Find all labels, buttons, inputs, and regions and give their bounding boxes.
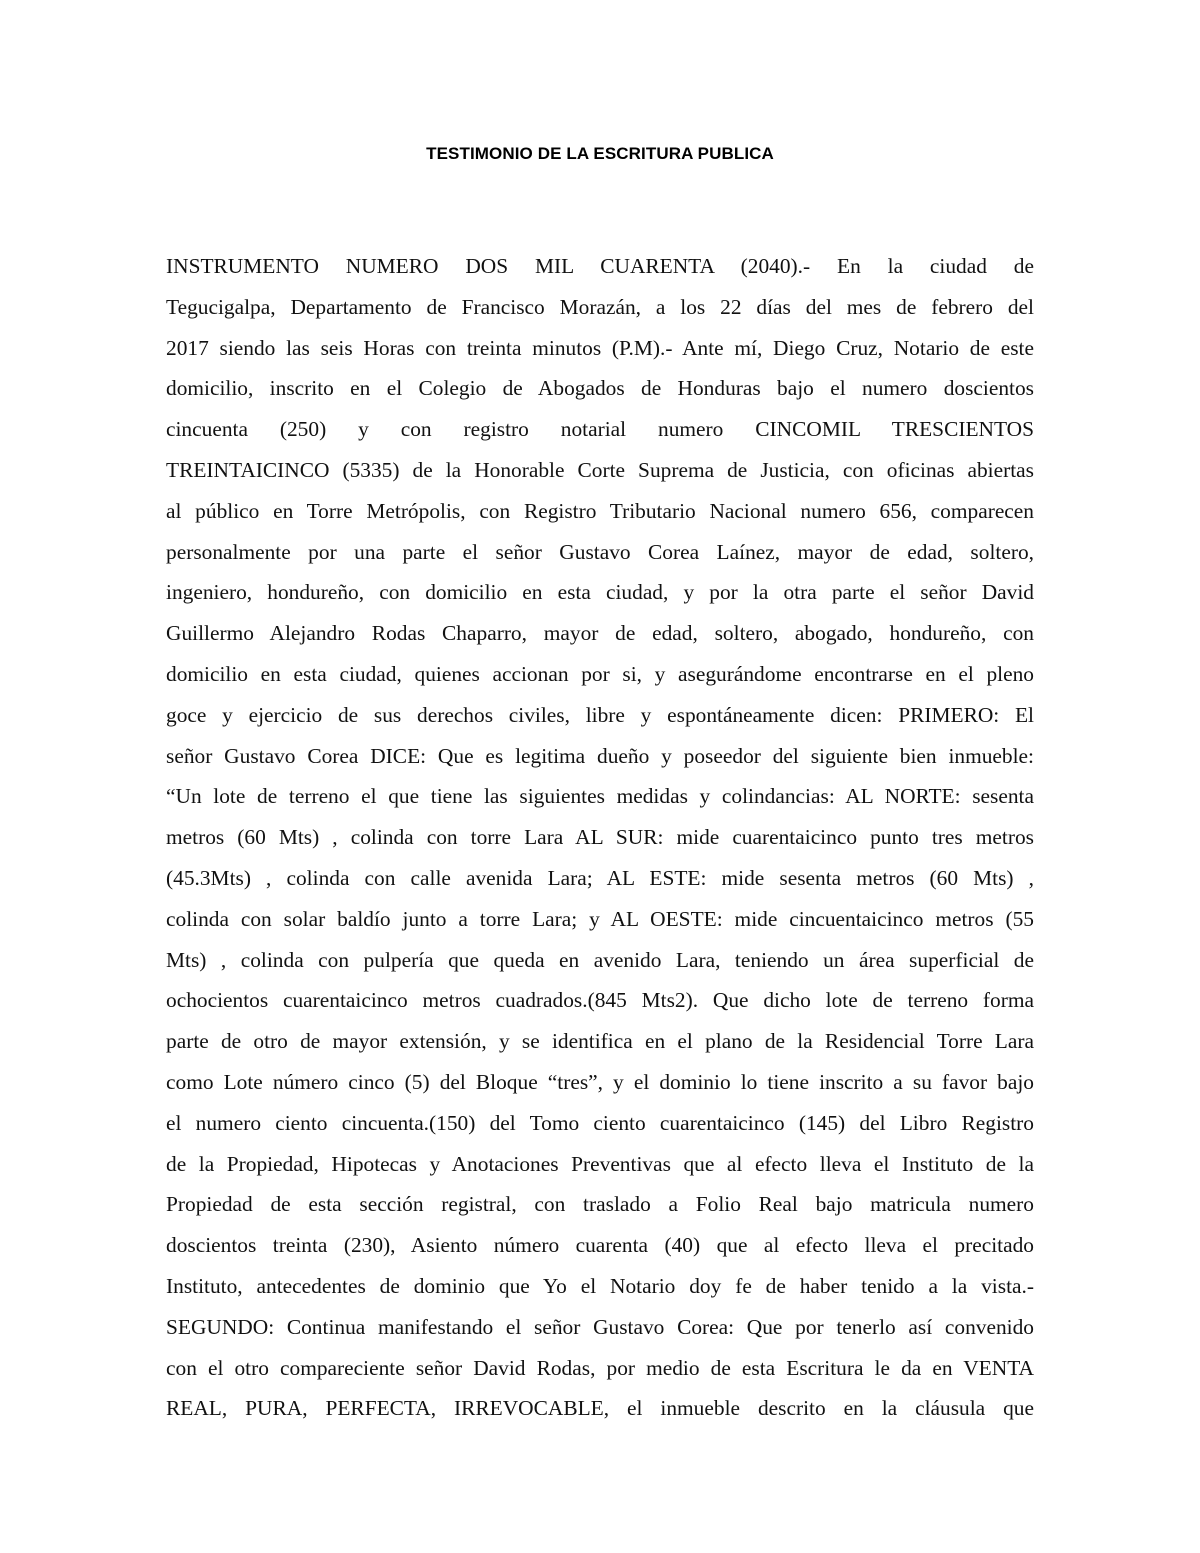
body-line: doscientos treinta (230), Asiento número cuarenta (40) que al efecto lleva el precitado [166,1233,1034,1258]
body-line: personalmente por una parte el señor Gustavo Corea Laínez, mayor de edad, soltero, [166,539,1034,564]
body-line: Tegucigalpa, Departamento de Francisco Morazán, a los 22 días del mes de febrero del [166,294,1034,319]
body-line: ingeniero, hondureño, con domicilio en esta ciudad, y por la otra parte el señor David [166,580,1034,605]
body-line: Guillermo Alejandro Rodas Chaparro, mayor de edad, soltero, abogado, hondureño, con [166,621,1034,646]
body-line: (45.3Mts) , colinda con calle avenida Lara; AL ESTE: mide sesenta metros (60 Mts) , [166,865,1034,890]
document-body [166,246,1034,1429]
body-line: parte de otro de mayor extensión, y se identifica en el plano de la Residencial Torre Lara [166,1029,1034,1054]
body-line: domicilio, inscrito en el Colegio de Abogados de Honduras bajo el numero doscientos [166,376,1034,401]
body-line: Propiedad de esta sección registral, con traslado a Folio Real bajo matricula numero [166,1192,1034,1217]
body-line: INSTRUMENTO NUMERO DOS MIL CUARENTA (2040).- En la ciudad de [166,254,1034,278]
body-line: metros (60 Mts) , colinda con torre Lara AL SUR: mide cuarentaicinco punto tres metros [166,825,1034,850]
body-line: domicilio en esta ciudad, quienes accionan por si, y asegurándome encontrarse en el pleno [166,661,1034,686]
body-line: señor Gustavo Corea DICE: Que es legitima dueño y poseedor del siguiente bien inmueble: [166,743,1034,768]
body-line: colinda con solar baldío junto a torre Lara; y AL OESTE: mide cincuentaicinco metros (55 [166,906,1034,931]
body-line: al público en Torre Metrópolis, con Registro Tributario Nacional numero 656, comparecen [166,498,1034,523]
body-line: TREINTAICINCO (5335) de la Honorable Corte Suprema de Justicia, con oficinas abiertas [166,457,1034,482]
document-title: TESTIMONIO DE LA ESCRITURA PUBLICA [426,144,774,163]
body-line: SEGUNDO: Continua manifestando el señor Gustavo Corea: Que por tenerlo así convenido [166,1314,1034,1339]
body-line: REAL, PURA, PERFECTA, IRREVOCABLE, el inmueble descrito en la cláusula que [166,1396,1034,1421]
body-line: con el otro compareciente señor David Rodas, por medio de esta Escritura le da en VENTA [166,1355,1034,1380]
body-line: como Lote número cinco (5) del Bloque “tres”, y el dominio lo tiene inscrito a su favor bajo [166,1069,1034,1094]
body-line: Mts) , colinda con pulpería que queda en avenido Lara, teniendo un área superficial de [166,947,1034,972]
body-line: el numero ciento cincuenta.(150) del Tomo ciento cuarentaicinco (145) del Libro Registro [166,1110,1034,1135]
body-line: cincuenta (250) y con registro notarial numero CINCOMIL TRESCIENTOS [166,417,1034,442]
body-line: de la Propiedad, Hipotecas y Anotaciones Preventivas que al efecto lleva el Instituto de la [166,1151,1034,1176]
body-line: “Un lote de terreno el que tiene las siguientes medidas y colindancias: AL NORTE: sesenta [166,784,1034,809]
body-line: ochocientos cuarentaicinco metros cuadrados.(845 Mts2). Que dicho lote de terreno forma [166,988,1034,1013]
body-line: Instituto, antecedentes de dominio que Yo el Notario doy fe de haber tenido a la vista.- [166,1273,1034,1298]
body-line: 2017 siendo las seis Horas con treinta minutos (P.M).- Ante mí, Diego Cruz, Notario de este [166,335,1034,360]
body-line: goce y ejercicio de sus derechos civiles, libre y espontáneamente dicen: PRIMERO: El [166,702,1034,727]
